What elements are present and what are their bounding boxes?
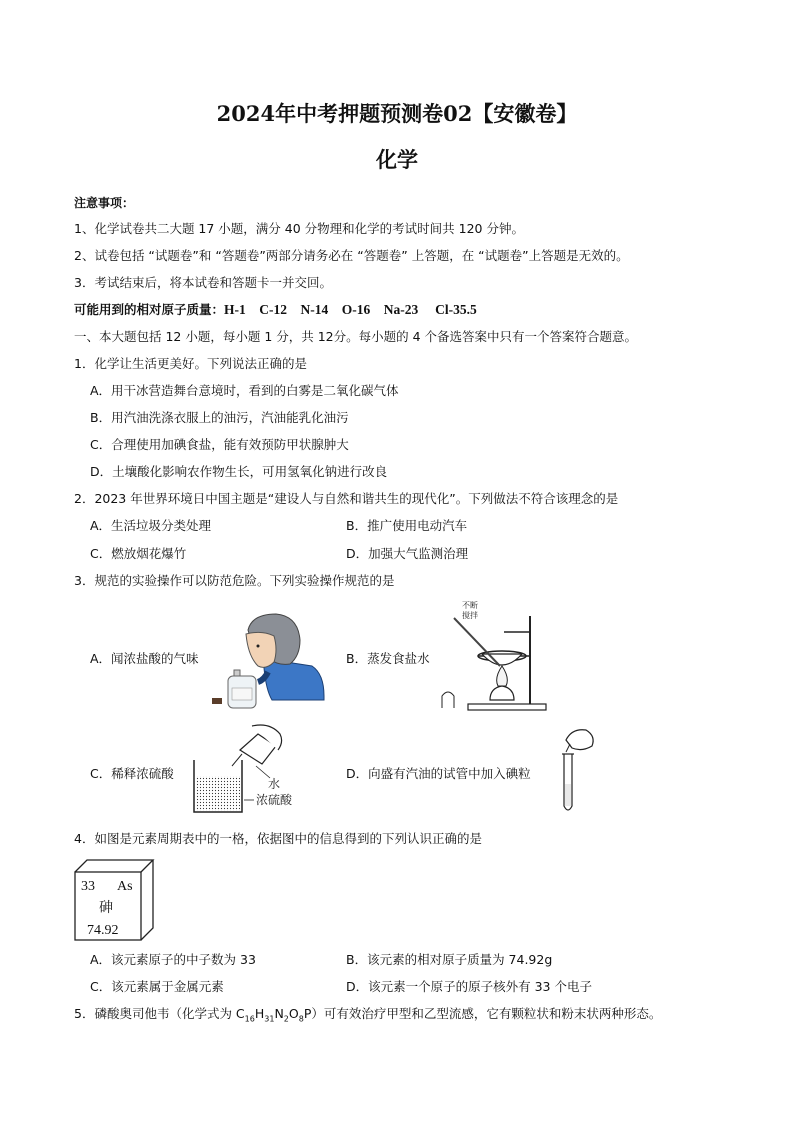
stir-label-2: 搅拌 — [462, 611, 478, 620]
question-5-prefix: 5．磷酸奥司他韦（化学式为 C — [74, 1006, 245, 1021]
acid-label: 浓硫酸 — [256, 793, 293, 807]
question-3-stem: 3．规范的实验操作可以防范危险。下列实验操作规范的是 — [74, 573, 395, 588]
dilution-figure — [184, 720, 324, 818]
test-tube-figure — [552, 726, 602, 818]
question-4-stem: 4．如图是元素周期表中的一格，依据图中的信息得到的下列认识正确的是 — [74, 831, 482, 846]
question-1-option-d: D．土壤酸化影响农作物生长，可用氢氧化钠进行改良 — [90, 464, 388, 479]
question-2-option-a: A．生活垃圾分类处理 — [90, 518, 212, 533]
question-4-option-d: D．该元素一个原子的原子核外有 33 个电子 — [346, 979, 592, 994]
question-2-option-d: D．加强大气监测治理 — [346, 546, 469, 561]
question-2-option-b: B．推广使用电动汽车 — [346, 518, 468, 533]
atomic-mass-values: H-1 C-12 N-14 O-16 Na-23 Cl-35.5 — [224, 302, 477, 317]
formula-c-subscript: 16 — [244, 1014, 255, 1024]
question-3-option-d: D．向盛有汽油的试管中加入碘粒 — [346, 766, 531, 781]
formula-o-subscript: 8 — [298, 1014, 304, 1024]
atomic-number: 33 — [81, 879, 95, 894]
question-3-option-b: B．蒸发食盐水 — [346, 651, 430, 666]
element-name: 砷 — [99, 901, 113, 916]
question-1-stem: 1．化学让生活更美好。下列说法正确的是 — [74, 356, 307, 371]
notice-item: 2、试卷包括 “试题卷”和 “答题卷”两部分请务必在 “答题卷” 上答题，在 “试题卷”上答题是无效的。 — [74, 248, 629, 263]
element-symbol: As — [117, 879, 133, 894]
notice-item: 3．考试结束后，将本试卷和答题卡一并交回。 — [74, 275, 332, 290]
question-1-option-a: A．用干冰营造舞台意境时，看到的白雾是二氧化碳气体 — [90, 383, 399, 398]
question-5-suffix: P）可有效治疗甲型和乙型流感，它有颗粒状和粉末状两种形态。 — [303, 1006, 662, 1021]
atomic-mass-line — [74, 300, 477, 318]
page-title: 2024年中考押题预测卷02【安徽卷】 — [216, 101, 578, 126]
atomic-mass: 74.92 — [87, 923, 119, 938]
formula-n: N — [274, 1006, 284, 1021]
formula-h: H — [254, 1006, 265, 1021]
formula-o: O — [288, 1006, 299, 1021]
stir-label-1: 不断 — [462, 601, 478, 610]
notice-heading: 注意事项： — [74, 196, 135, 210]
question-2-option-c: C．燃放烟花爆竹 — [90, 546, 187, 561]
section-heading: 一、本大题包括 12 小题，每小题 1 分，共 12分。每小题的 4 个备选答案中只有一个答案符合题意。 — [74, 329, 638, 344]
question-4-option-a: A．该元素原子的中子数为 33 — [90, 952, 256, 967]
question-3-option-a: A．闻浓盐酸的气味 — [90, 651, 199, 666]
question-4-option-b: B．该元素的相对原子质量为 74.92g — [346, 952, 553, 967]
question-2-stem: 2．2023 年世界环境日中国主题是“建设人与自然和谐共生的现代化”。下列做法不符合该理念的是 — [74, 491, 619, 506]
evaporation-figure — [438, 596, 550, 716]
formula-n-subscript: 2 — [283, 1014, 289, 1024]
question-3-option-c: C．稀释浓硫酸 — [90, 766, 174, 781]
question-5-stem — [74, 1004, 661, 1024]
question-4-option-c: C．该元素属于金属元素 — [90, 979, 224, 994]
atomic-mass-label: 可能用到的相对原子质量： — [74, 302, 225, 317]
question-1-option-c: C．合理使用加碘食盐，能有效预防甲状腺肿大 — [90, 437, 349, 452]
question-1-option-b: B．用汽油洗涤衣服上的油污，汽油能乳化油污 — [90, 410, 349, 425]
smelling-acid-figure — [208, 610, 330, 714]
water-label: 水 — [268, 777, 281, 791]
notice-item: 1、化学试卷共二大题 17 小题，满分 40 分物理和化学的考试时间共 120 分钟。 — [74, 221, 524, 236]
subject-title: 化学 — [376, 148, 418, 172]
periodic-cell-figure — [73, 858, 161, 942]
formula-h-subscript: 31 — [264, 1014, 275, 1024]
